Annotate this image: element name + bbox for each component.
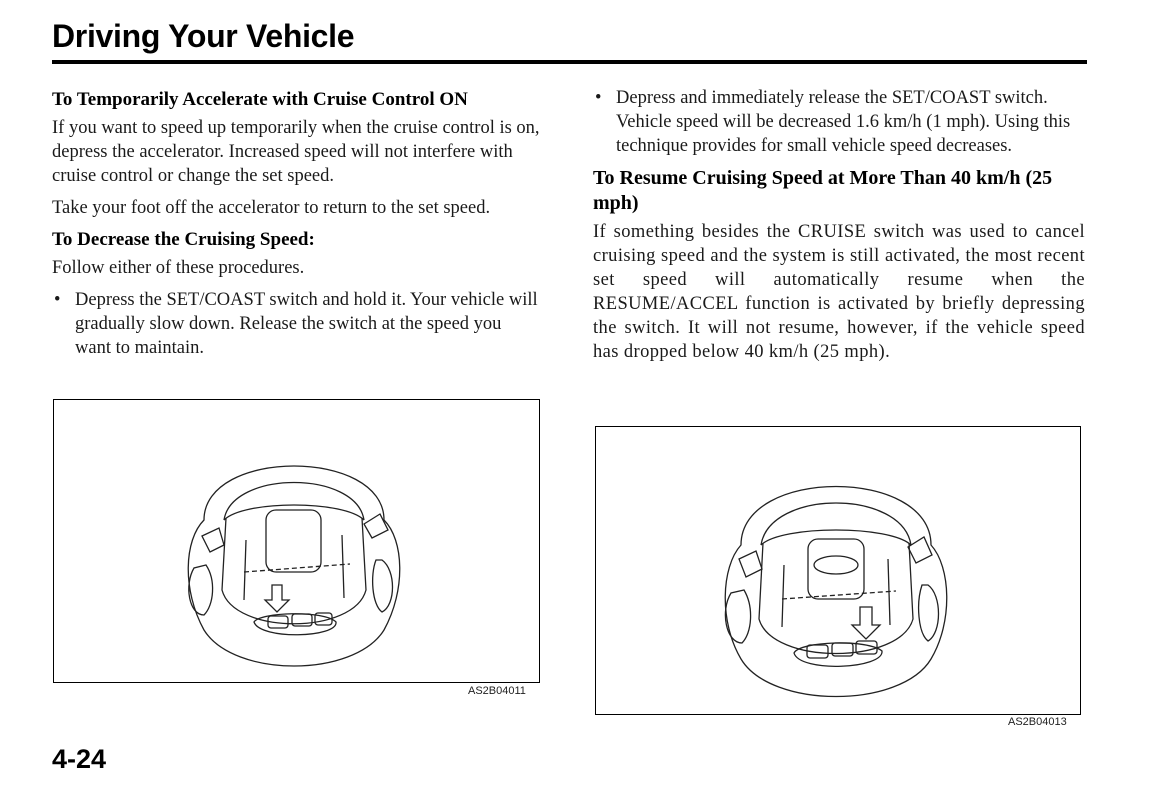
heading-temporarily-accelerate: To Temporarily Accelerate with Cruise Control ON: [52, 89, 468, 110]
heading-decrease-cruising-speed: To Decrease the Cruising Speed:: [52, 229, 315, 250]
figure-code-left: AS2B04011: [468, 685, 526, 697]
steering-wheel-figure-right: [595, 426, 1081, 715]
steering-wheel-illustration-right: [596, 427, 1080, 714]
figure-code-right: AS2B04013: [1008, 716, 1067, 728]
paragraph-speed-up: If you want to speed up temporarily when the cruise control is on, depress the accelerator. Increased speed will not interfere with cruise control or change the set speed.: [52, 118, 540, 186]
left-column: [52, 88, 540, 368]
page-title: Driving Your Vehicle: [52, 18, 355, 54]
paragraph-follow-procedures: Follow either of these procedures.: [52, 258, 305, 278]
page-number: 4-24: [52, 744, 107, 774]
paragraph-return-to-set-speed: Take your foot off the accelerator to return to the set speed.: [52, 198, 491, 218]
bullet-release-set-coast: • Depress and immediately release the SET/COAST switch. Vehicle speed will be decreased 1.6 km/h (1 mph). Using this technique provides for small vehicle speed decreases.: [593, 86, 1085, 158]
bullet-hold-set-coast: • Depress the SET/COAST switch and hold it. Your vehicle will gradually slow down. Release the switch at the speed you want to maintain.: [52, 288, 540, 360]
heading-resume-cruising-speed: To Resume Cruising Speed at More Than 40 km/h (25 mph): [593, 167, 1053, 214]
right-column: [593, 86, 1085, 372]
steering-wheel-illustration-left: [54, 400, 539, 682]
paragraph-resume-accel: If something besides the CRUISE switch was used to cancel cruising speed and the system is still activated, the most recent set speed will automatically resume when the RESUME/ACCEL function is activated by briefly depressing the switch. It will not resume, however, if the vehicle speed has dropped below 40 km/h (25 mph).: [593, 222, 1085, 362]
header-rule: [52, 60, 1087, 64]
steering-wheel-figure-left: [53, 399, 540, 683]
